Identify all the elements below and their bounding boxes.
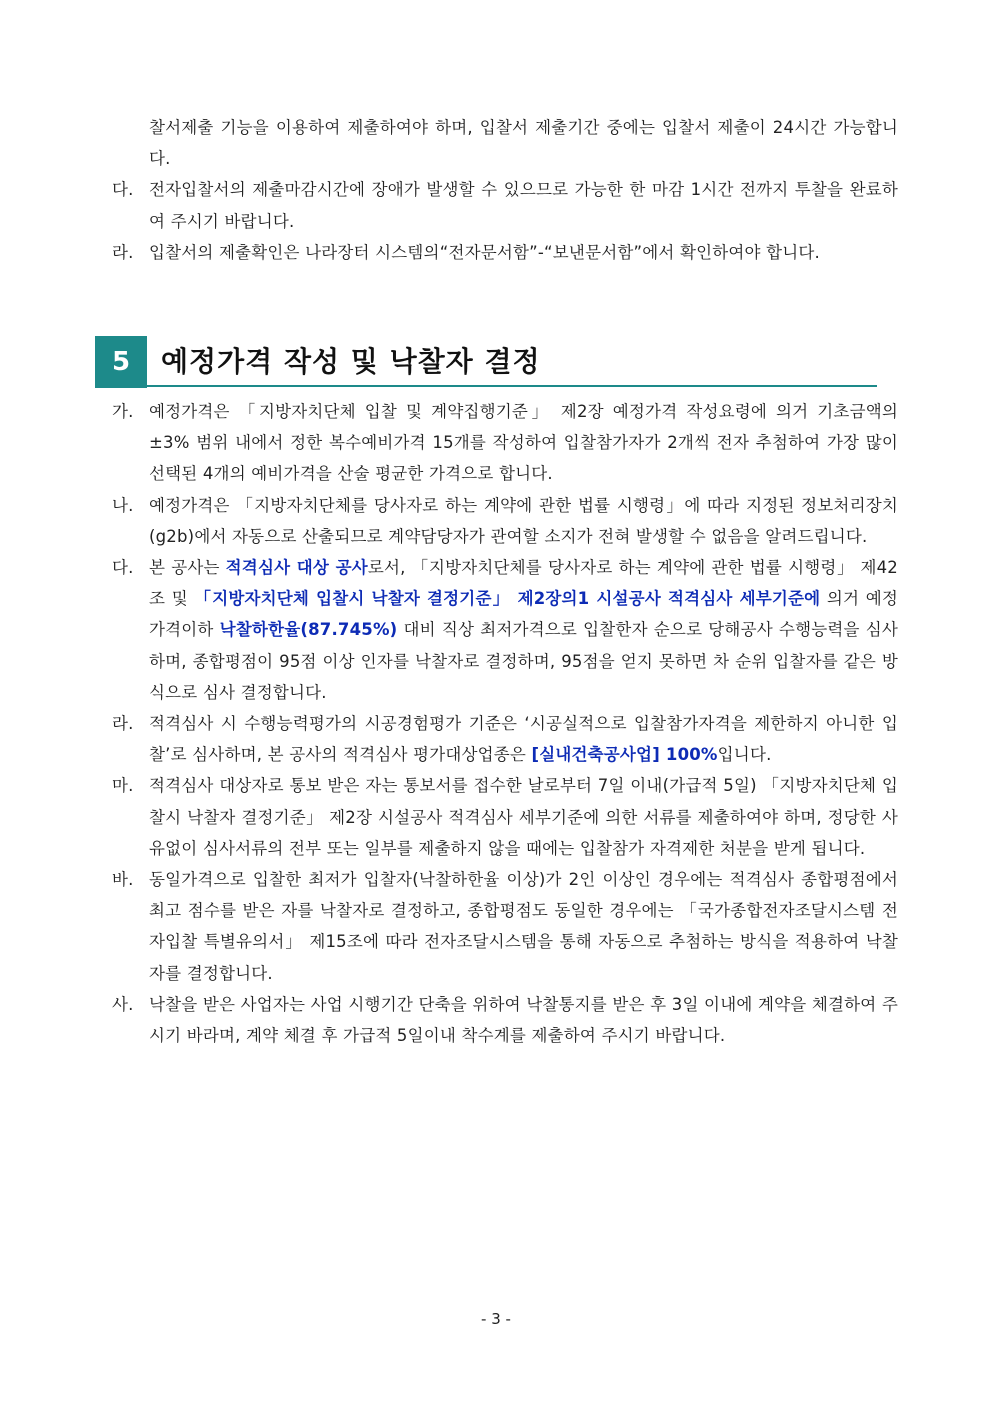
list-item-text: 예정가격은 「지방자치단체를 당사자로 하는 계약에 관한 법률 시행령」에 따라 지정된 정보처리장치(g2b)에서 자동으로 산출되므로 계약담당자가 관여할 소지가 전혀 발생할 수 없음을 알려드립니다. xyxy=(149,495,898,546)
section-number-badge: 5 xyxy=(95,336,147,388)
list-item-na xyxy=(112,490,898,552)
text-segment: 입니다. xyxy=(717,745,772,765)
list-marker: 나. xyxy=(112,495,134,515)
list-item-text: 예정가격은 「지방자치단체 입찰 및 계약집행기준」 제2장 예정가격 작성요령에 의거 기초금액의 ±3% 범위 내에서 정한 복수예비가격 15개를 작성하여 입찰참가자가 2개씩 전자 추첨하여 가장 많이 선택된 4개의 예비가격을 산술 평균한 가격으로 합니다. xyxy=(149,402,898,484)
section-title: 예정가격 작성 및 낙찰자 결정 xyxy=(161,345,541,378)
list-item-sa xyxy=(112,989,898,1051)
section-underline xyxy=(147,385,877,387)
page-number: - 3 - xyxy=(481,1310,511,1328)
list-marker: 라. xyxy=(112,242,134,262)
list-marker: 마. xyxy=(112,776,134,796)
list-item-ba xyxy=(112,864,898,989)
text-segment: 로서, 「지방자치단체를 당사자로 하는 계약에 관한 법률 시행령」 제42조 및 xyxy=(149,558,898,609)
previous-section-continuation xyxy=(112,112,898,268)
highlight-decision-criteria: 「지방자치단체 입찰시 낙찰자 결정기준」 제2장의1 시설공사 적격심사 세부기준에 xyxy=(194,589,821,609)
text-segment: 대비 직상 최저가격으로 입찰한자 순으로 당해공사 수행능력을 심사하며, 종합평점이 95점 이상 인자를 낙찰자로 결정하며, 95점을 얻지 못하면 차 순위 입찰자를 같은 방식으로 심사 결정합니다. xyxy=(149,620,898,702)
list-marker: 다. xyxy=(112,558,134,578)
text-segment: 의거 예정가격이하 xyxy=(149,589,898,640)
list-item-ra-prev xyxy=(112,237,898,268)
list-item-text: 적격심사 대상자로 통보 받은 자는 통보서를 접수한 날로부터 7일 이내(가급적 5일) 「지방자치단체 입찰시 낙찰자 결정기준」 제2장 시설공사 적격심사 세부기준에 의한 서류를 제출하여야 하며, 정당한 사유없이 심사서류의 전부 또는 일부를 제출하지 않을 때에는 입찰참가 자격제한 처분을 받게 됩니다. xyxy=(149,776,898,858)
list-item-da-prev xyxy=(112,174,898,236)
list-item-text: 낙찰을 받은 사업자는 사업 시행기간 단축을 위하여 낙찰통지를 받은 후 3일 이내에 계약을 체결하여 주시기 바라며, 계약 체결 후 가급적 5일이내 착수계를 제출하여 주시기 바랍니다. xyxy=(149,994,898,1046)
continued-paragraph-text: 찰서제출 기능을 이용하여 제출하여야 하며, 입찰서 제출기간 중에는 입찰서 제출이 24시간 가능합니다. xyxy=(149,118,898,169)
list-marker: 사. xyxy=(112,994,134,1014)
list-marker: 바. xyxy=(112,870,134,890)
highlight-lower-limit-rate: 낙찰하한율(87.745%) xyxy=(219,620,398,640)
list-item-text: 동일가격으로 입찰한 최저가 입찰자(낙찰하한율 이상)가 2인 이상인 경우에는 적격심사 종합평점에서 최고 점수를 받은 자를 낙찰자로 결정하고, 종합평점도 동일한 경우에는 「국가종합전자조달시스템 전자입찰 특별유의서」 제15조에 따라 전자조달시스템을 통해 자동으로 추첨하는 방식을 적용하여 낙찰자를 결정합니다. xyxy=(149,870,898,983)
list-item-ga xyxy=(112,396,898,490)
list-item-text xyxy=(149,552,898,708)
list-marker: 라. xyxy=(112,714,134,734)
list-item-ma xyxy=(112,770,898,864)
highlight-business-type: [실내건축공사업] 100% xyxy=(531,745,718,765)
list-item-text: 입찰서의 제출확인은 나라장터 시스템의“전자문서함”-“보낸문서함”에서 확인하여야 합니다. xyxy=(149,242,820,262)
list-item-text: 전자입찰서의 제출마감시간에 장애가 발생할 수 있으므로 가능한 한 마감 1시간 전까지 투찰을 완료하여 주시기 바랍니다. xyxy=(149,180,898,231)
list-item-da xyxy=(112,552,898,708)
text-segment: 본 공사는 xyxy=(149,558,226,578)
list-marker: 다. xyxy=(112,180,134,200)
list-item-text xyxy=(149,708,898,770)
section-items xyxy=(112,396,898,1051)
highlight-eligibility-review: 적격심사 대상 공사 xyxy=(225,558,368,578)
text-segment: 적격심사 시 수행능력평가의 시공경험평가 기준은 ‘시공실적으로 입찰참가자격을 제한하지 아니한 입찰’로 심사하며, 본 공사의 적격심사 평가대상업종은 xyxy=(149,714,898,765)
list-marker: 가. xyxy=(112,402,134,421)
list-item-ra xyxy=(112,708,898,770)
section-header xyxy=(95,336,877,388)
continued-paragraph xyxy=(112,112,898,174)
